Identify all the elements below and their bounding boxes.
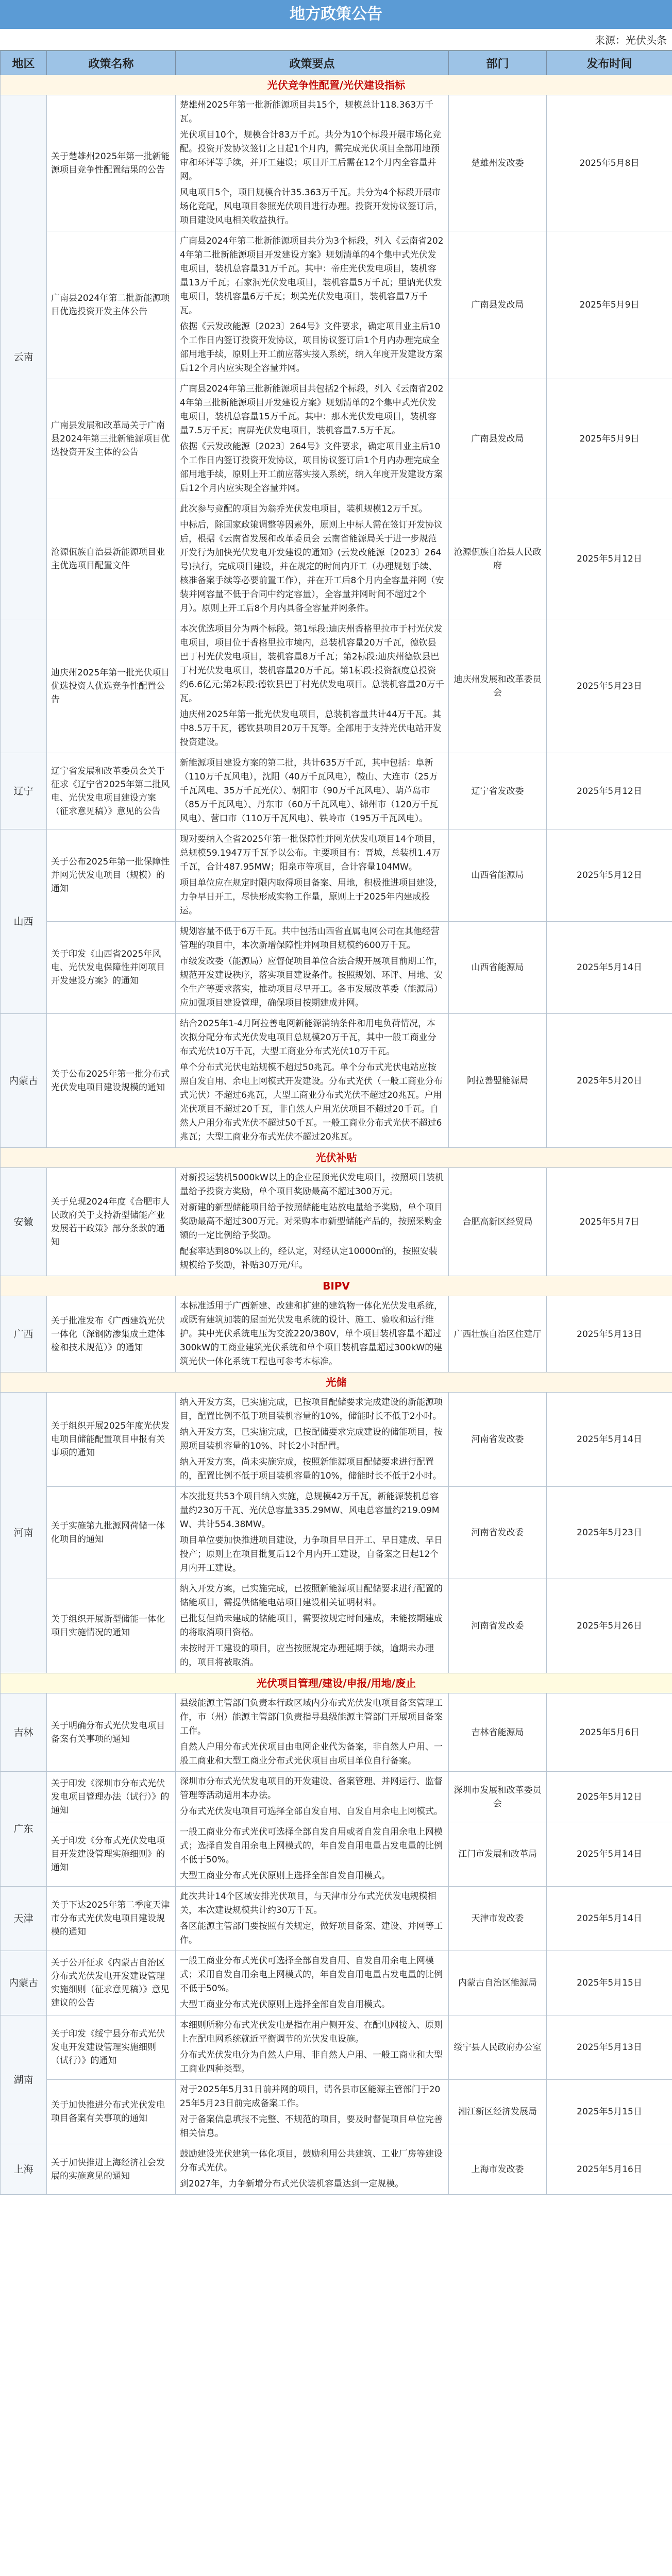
section-row — [1, 1276, 672, 1296]
region-cell: 河南 — [1, 1393, 47, 1673]
policy-points-cell — [176, 829, 449, 922]
policy-points-cell — [176, 231, 449, 379]
source-note: 来源：光伏头条 — [0, 29, 672, 50]
table-row — [1, 1487, 672, 1579]
policy-point: 新能源项目建设方案的第二批，共计635万千瓦，其中包括：阜新（110万千瓦风电），沈阳（40万千瓦风电），鞍山、大连市（25万千瓦风电、35万千瓦光伏）、朝阳市（90万千瓦风电）、葫芦岛市（85万千瓦风电）、丹东市（60万千瓦风电）、锦州市（120万千瓦风电）、营口市（110万千瓦风电）、铁岭市（195万千瓦风电）。 — [180, 758, 438, 824]
publish-date-cell: 2025年5月9日 — [547, 379, 672, 499]
section-row — [1, 75, 672, 95]
department-cell: 山西省能源局 — [449, 829, 547, 922]
table-row — [1, 1393, 672, 1487]
region-cell — [1, 619, 47, 753]
department-cell: 楚雄州发改委 — [449, 95, 547, 231]
policy-point: 光伏项目10个，规模合计83万千瓦。共分为10个标段开展市场化竞配。投资开发协议签订之日起1个月内，需完成光伏项目全部用地预审和环评等手续，并开工建设；项目开工后需在12个月内全容量并网。 — [180, 130, 441, 182]
policy-point: 本细则所称分布式光伏发电是指在用户侧开发、在配电网接入、原则上在配电网系统就近平衡调节的光伏发电设施。 — [180, 2020, 443, 2044]
policy-point: 单个分布式光伏电站规模不超过50兆瓦。单个分布式光伏电站应按照自发自用、余电上网模式开发建设。分布式光伏（一般工商业分布式光伏）不超过6兆瓦，大型工商业分布式光伏不超过20兆瓦。户用光伏项目不超过20千瓦，非自然人户用光伏项目不超过20千瓦。自然人户用分布式光伏不超过50千瓦。一般工商业分布式光伏不超过6兆瓦；大型工商业分布式光伏不超过20兆瓦。 — [180, 1062, 443, 1142]
department-cell: 河南省发改委 — [449, 1487, 547, 1579]
policy-name-cell: 关于楚雄州2025年第一批新能源项目竞争性配置结果的公告 — [47, 95, 176, 231]
section-title: 光伏项目管理/建设/申报/用地/废止 — [1, 1673, 672, 1693]
department-cell: 上海市发改委 — [449, 2144, 547, 2195]
policy-point: 对新投运装机5000kW以上的企业屋顶光伏发电项目，按照项目装机量给予投资方奖励，单个项目奖励最高不超过300万元。 — [180, 1173, 444, 1197]
publish-date-cell: 2025年5月14日 — [547, 1393, 672, 1487]
section-title: 光伏补贴 — [1, 1148, 672, 1168]
policy-point: 配套率达到80%以上的，经认定，对经认定10000㎡的，按照安装规模给予奖励，补贴30万元/年。 — [180, 1246, 438, 1270]
policy-point: 迪庆州2025年第一批光伏发电项目，总装机容量共计44万千瓦。其中8.5万千瓦，德钦县项目20万千瓦等。全部用于支持光伏电站开发投资建设。 — [180, 709, 442, 748]
publish-date-cell: 2025年5月15日 — [547, 2080, 672, 2144]
policy-points-cell — [176, 1014, 449, 1148]
table-row — [1, 1579, 672, 1673]
policy-point: 分布式光伏发电项目可选择全部自发自用、自发自用余电上网模式。 — [180, 1806, 443, 1817]
department-cell: 广南县发改局 — [449, 379, 547, 499]
table-body — [1, 75, 672, 2195]
policy-points-cell — [176, 95, 449, 231]
policy-name-cell: 关于组织开展新型储能一体化项目实施情况的通知 — [47, 1579, 176, 1673]
department-cell: 河南省发改委 — [449, 1393, 547, 1487]
policy-point: 依据《云发改能源〔2023〕264号》文件要求，确定项目业主后10个工作日内签订投资开发协议，项目协议签订后1个月内办理完成全部用地手续，原则上开工前应落实接入系统，纳入年度开发建设方案后12个月内应实现全容量并网。 — [180, 321, 443, 374]
publish-date-cell: 2025年5月13日 — [547, 2015, 672, 2080]
policy-points-cell — [176, 2015, 449, 2080]
section-title: BIPV — [1, 1276, 672, 1296]
policy-point: 中标后，除国家政策调整等因素外，原则上中标人需在签订开发协议后，根据《云南省发展和改革委员会 云南省能源局关于进一步规范开发行为加快光伏发电开发建设的通知》(云发改能源〔2023〕264号)执行，完成项目建设，并在规定的时间内开工（办理规划手续、核准备案手续等必要前置工作），并在开工后8个月内全容量并网（安装并网容量不低于合同中约定容量），全容量并网时间不超过2个月）。原则上开工后8个月内具备全容量并网条件。 — [180, 520, 444, 614]
department-cell: 迪庆州发展和改革委员会 — [449, 619, 547, 753]
policy-point: 结合2025年1-4月阿拉善电网新能源消纳条件和用电负荷情况，本次拟分配分布式光伏发电项目总规模20万千瓦，其中一般工商业分布式光伏10万千瓦，大型工商业分布式光伏10万千瓦。 — [180, 1019, 436, 1057]
department-cell: 广南县发改局 — [449, 231, 547, 379]
publish-date-cell: 2025年5月6日 — [547, 1693, 672, 1772]
table-row — [1, 231, 672, 379]
policy-point: 纳入开发方案，尚未实施完成，按照新能源项目配储要求进行配置的，配置比例不低于项目装机容量的10%，储能时长不低于2小时。 — [180, 1457, 442, 1481]
section-row — [1, 1148, 672, 1168]
region-cell: 安徽 — [1, 1168, 47, 1276]
policy-point: 到2027年，力争新增分布式光伏装机容量达到一定规模。 — [180, 2179, 404, 2189]
publish-date-cell: 2025年5月23日 — [547, 1487, 672, 1579]
publish-date-cell: 2025年5月16日 — [547, 2144, 672, 2195]
section-title: 光伏竞争性配置/光伏建设指标 — [1, 75, 672, 95]
policy-points-cell — [176, 1296, 449, 1372]
table-row — [1, 1772, 672, 1822]
policy-points-cell — [176, 2080, 449, 2144]
policy-name-cell: 辽宁省发展和改革委员会关于征求《辽宁省2025年第二批风电、光伏发电项目建设方案（征求意见稿）》意见的公告 — [47, 753, 176, 829]
region-cell: 吉林 — [1, 1693, 47, 1772]
region-cell: 天津 — [1, 1887, 47, 1951]
policy-point: 深圳市分布式光伏发电项目的开发建设、备案管理、并网运行、监督管理等活动适用本办法。 — [180, 1776, 443, 1801]
section-title: 光储 — [1, 1372, 672, 1393]
policy-points-cell — [176, 1393, 449, 1487]
policy-points-cell — [176, 1822, 449, 1887]
policy-name-cell: 关于公开征求《内蒙古自治区分布式光伏发电开发建设管理实施细则（征求意见稿）》意见建议的公告 — [47, 1951, 176, 2015]
publish-date-cell: 2025年5月14日 — [547, 1887, 672, 1951]
table-row — [1, 2080, 672, 2144]
table-row — [1, 1693, 672, 1772]
publish-date-cell: 2025年5月23日 — [547, 619, 672, 753]
policy-point: 依据《云发改能源〔2023〕264号》文件要求，确定项目业主后10个工作日内签订投资开发协议，项目协议签订后1个月内办理完成全部用地手续，原则上开工前应落实接入系统，纳入年度开发建设方案后12个月内应实现全容量并网。 — [180, 442, 443, 494]
department-cell: 天津市发改委 — [449, 1887, 547, 1951]
publish-date-cell: 2025年5月12日 — [547, 1772, 672, 1822]
department-cell: 山西省能源局 — [449, 922, 547, 1014]
region-cell: 上海 — [1, 2144, 47, 2195]
policy-point: 大型工商业分布式光伏原则上选择全部自发自用模式。 — [180, 1871, 390, 1881]
table-row — [1, 1014, 672, 1148]
policy-points-cell — [176, 1579, 449, 1673]
policy-name-cell: 关于公布2025年第一批分布式光伏发电项目建设规模的通知 — [47, 1014, 176, 1148]
page-title: 地方政策公告 — [0, 0, 672, 29]
policy-point: 一般工商业分布式光伏可选择全部自发自用、自发自用余电上网模式；采用自发自用余电上网模式的，年自发自用电量占发电量的比例不低于50%。 — [180, 1956, 443, 1994]
policy-table — [0, 50, 672, 2195]
table-row — [1, 1168, 672, 1276]
table-row — [1, 379, 672, 499]
department-cell: 江门市发展和改革局 — [449, 1822, 547, 1887]
policy-name-cell: 关于印发《绥宁县分布式光伏发电开发建设管理实施细则（试行）》的通知 — [47, 2015, 176, 2080]
policy-point: 各区能源主管部门要按照有关规定，做好项目备案、建设、并网等工作。 — [180, 1921, 443, 1945]
region-cell: 内蒙古 — [1, 1951, 47, 2015]
publish-date-cell: 2025年5月15日 — [547, 1951, 672, 2015]
region-cell: 广西 — [1, 1296, 47, 1372]
policy-name-cell: 关于加快推进分布式光伏发电项目备案有关事项的通知 — [47, 2080, 176, 2144]
publish-date-cell: 2025年5月8日 — [547, 95, 672, 231]
region-cell: 辽宁 — [1, 753, 47, 829]
policy-points-cell — [176, 753, 449, 829]
policy-point: 对于备案信息填报不完整、不规范的项目，要及时督促项目单位完善相关信息。 — [180, 2114, 443, 2139]
policy-name-cell: 沧源佤族自治县新能源项目业主优选项目配置文件 — [47, 499, 176, 619]
policy-point: 此次共计14个区域安排光伏项目，与天津市分布式光伏发电规模相关，本次建设规模共计约30万千瓦。 — [180, 1891, 436, 1916]
region-cell: 内蒙古 — [1, 1014, 47, 1148]
table-row — [1, 753, 672, 829]
table-row — [1, 1887, 672, 1951]
department-cell: 沧源佤族自治县人民政府 — [449, 499, 547, 619]
policy-points-cell — [176, 922, 449, 1014]
policy-point: 县级能源主管部门负责本行政区域内分布式光伏发电项目备案管理工作，市（州）能源主管部门负责指导县级能源主管部门开展项目备案工作。 — [180, 1698, 443, 1736]
policy-point: 本次优选项目分为两个标段。第1标段:迪庆州香格里拉市于村光伏发电项目，项目位于香格里拉市境内，总装机容量20万千瓦，德钦县巴丁村光伏发电项目，装机容量8万千瓦；第2标段:迪庆州德钦县巴丁村光伏发电项目，装机容量20万千瓦。第1标段:投资额度总投资约6.6亿元;第2标段:德钦县巴丁村光伏发电项目。总装机容量20万千瓦。 — [180, 624, 444, 704]
policy-point: 本标准适用于广西新建、改建和扩建的建筑物一体化光伏发电系统，或既有建筑加装的屋面光伏发电系统的设计、施工、验收和运行维护。其中光伏系统电压为交流220/380V，单个项目装机容量不超过300kW的工商业建筑光伏系统和单个项目装机容量超过300kW的建筑光伏一体化系统工程也可参考本标准。 — [180, 1301, 443, 1367]
policy-point: 分布式光伏发电分为自然人户用、非自然人户用、一般工商业和大型工商业四种类型。 — [180, 2050, 443, 2074]
publish-date-cell: 2025年5月20日 — [547, 1014, 672, 1148]
policy-point: 未按时开工建设的项目，应当按照规定办理延期手续，逾期未办理的，项目将被取消。 — [180, 1643, 434, 1668]
policy-name-cell: 关于批准发布《广西建筑光伏一体化（深钢防渗集成土建体检和技术规范）》的通知 — [47, 1296, 176, 1372]
publish-date-cell: 2025年5月12日 — [547, 829, 672, 922]
policy-name-cell: 关于下达2025年第二季度天津市分布式光伏发电项目建设规模的通知 — [47, 1887, 176, 1951]
policy-point: 本次批复共53个项目纳入实施，总规模42万千瓦，新能源装机总容量约230万千瓦、光伏总容量335.29MW、风电总容量约219.09MW、共计554.38MW。 — [180, 1492, 440, 1530]
policy-point: 现对要纳入全省2025年第一批保障性并网光伏发电项目14个项目，总规模59.1947万千瓦予以公布。主要项目有：晋城，总装机1.4万千瓦，合计487.95MW；阳泉市等项目，合计容量104MW。 — [180, 834, 441, 872]
table-row — [1, 1296, 672, 1372]
policy-point: 规划容量不低于6万千瓦。共中包括山西省直属电网公司在其他经营管理的项目中，本次新增保障性并网项目规模约600万千瓦。 — [180, 926, 440, 951]
region-cell: 广东 — [1, 1772, 47, 1887]
policy-points-cell — [176, 1887, 449, 1951]
department-cell: 内蒙古自治区能源局 — [449, 1951, 547, 2015]
publish-date-cell: 2025年5月9日 — [547, 231, 672, 379]
department-cell: 辽宁省发改委 — [449, 753, 547, 829]
policy-point: 广南县2024年第三批新能源项目共包括2个标段，列入《云南省2024年第三批新能源项目开发建设方案》规划清单的2个集中式光伏发电项目，装机总容量15万千瓦。其中：那木光伏发电项目，装机容量7.5万千瓦；南屏光伏发电项目，装机容量7.5万千瓦。 — [180, 384, 444, 436]
policy-points-cell — [176, 1693, 449, 1772]
policy-name-cell: 关于公布2025年第一批保障性并网光伏发电项目（规模）的通知 — [47, 829, 176, 922]
policy-point: 对新建的新型储能项目给予按照储能电站放电量给予奖励，单个项目奖励最高不超过300万元。对采购本市新型储能产品的，按照采购金额的一定比例给予奖励。 — [180, 1202, 443, 1241]
department-cell: 广西壮族自治区住建厅 — [449, 1296, 547, 1372]
header-points: 政策要点 — [176, 51, 449, 75]
region-cell: 山西 — [1, 829, 47, 1014]
header-date: 发布时间 — [547, 51, 672, 75]
publish-date-cell: 2025年5月12日 — [547, 499, 672, 619]
policy-name-cell: 关于兑现2024年度《合肥市人民政府关于支持新型储能产业发展若干政策》部分条款的通知 — [47, 1168, 176, 1276]
policy-point: 项目单位应在规定时限内取得项目备案、用地，积极推进项目建设，力争早日开工，尽快形成实物工作量，原则上于2025年内建成投运。 — [180, 878, 443, 916]
policy-point: 楚雄州2025年第一批新能源项目共15个，规模总计118.363万千瓦。 — [180, 100, 434, 124]
table-row — [1, 499, 672, 619]
section-row — [1, 1372, 672, 1393]
department-cell: 合肥高新区经贸局 — [449, 1168, 547, 1276]
table-row — [1, 619, 672, 753]
policy-points-cell — [176, 2144, 449, 2195]
policy-point: 已批复但尚未建成的储能项目，需要按规定时间建成，未能按期建成的将取消项目资格。 — [180, 1614, 443, 1638]
publish-date-cell: 2025年5月14日 — [547, 1822, 672, 1887]
policy-points-cell — [176, 499, 449, 619]
policy-point: 对于2025年5月31日前并网的项目，请各县市区能源主管部门于2025年5月23日前完成备案工作。 — [180, 2084, 441, 2109]
policy-name-cell: 关于印发《山西省2025年风电、光伏发电保障性并网项目开发建设方案》的通知 — [47, 922, 176, 1014]
policy-point: 纳入开发方案，已实施完成，已按照新能源项目配储要求进行配置的储能项目，需提供储能电站项目建设相关证明材料。 — [180, 1584, 443, 1608]
policy-point: 鼓励建设光伏建筑一体化项目，鼓励利用公共建筑、工业厂房等建设分布式光伏。 — [180, 2149, 443, 2173]
policy-point: 纳入开发方案，已实施完成，已按项目配储要求完成建设的新能源项目，配置比例不低于项目装机容量的10%，储能时长不低于2小时。 — [180, 1397, 443, 1421]
header-region: 地区 — [1, 51, 47, 75]
policy-points-cell — [176, 1168, 449, 1276]
policy-point: 纳入开发方案，已实施完成，已按配储要求完成建设的储能项目，按照项目装机容量的10%、时长2小时配置。 — [180, 1427, 443, 1451]
policy-points-cell — [176, 1487, 449, 1579]
policy-name-cell: 关于明确分布式光伏发电项目备案有关事项的通知 — [47, 1693, 176, 1772]
region-cell: 云南 — [1, 95, 47, 619]
publish-date-cell: 2025年5月14日 — [547, 922, 672, 1014]
policy-point: 风电项目5个，项目规模合计35.363万千瓦。共分为4个标段开展市场化竞配，风电项目参照光伏项目进行办理。投资开发协议签订后，项目建设风电相关收益执行。 — [180, 188, 443, 226]
header-name: 政策名称 — [47, 51, 176, 75]
policy-name-cell: 关于组织开展2025年度光伏发电项目储能配置项目申报有关事项的通知 — [47, 1393, 176, 1487]
policy-point: 项目单位要加快推进项目建设，力争项目早日开工、早日建成、早日投产；原则上在项目批复后12个月内开工建设，自备案之日起12个月内开工建设。 — [180, 1535, 443, 1573]
header-dept: 部门 — [449, 51, 547, 75]
policy-point: 一般工商业分布式光伏可选择全部自发自用或者自发自用余电上网模式；选择自发自用余电上网模式的，年自发自用电量占发电量的比例不低于50%。 — [180, 1827, 443, 1865]
department-cell: 湘江新区经济发展局 — [449, 2080, 547, 2144]
department-cell: 河南省发改委 — [449, 1579, 547, 1673]
table-row — [1, 922, 672, 1014]
policy-name-cell: 关于加快推进上海经济社会发展的实施意见的通知 — [47, 2144, 176, 2195]
policy-name-cell: 关于实施第九批源网荷储一体化项目的通知 — [47, 1487, 176, 1579]
policy-name-cell: 广南县2024年第二批新能源项目优选投资开发主体公告 — [47, 231, 176, 379]
publish-date-cell: 2025年5月26日 — [547, 1579, 672, 1673]
table-row — [1, 1822, 672, 1887]
table-row — [1, 95, 672, 231]
header-row — [1, 51, 672, 75]
table-row — [1, 2144, 672, 2195]
policy-name-cell: 关于印发《深圳市分布式光伏发电项目管理办法（试行）》的通知 — [47, 1772, 176, 1822]
policy-points-cell — [176, 619, 449, 753]
policy-point: 市级发改委（能源局）应督促项目单位合法合规开展项目前期工作，规范开发建设秩序，落实项目建设条件。按照规划、环评、用地、安全生产等要求落实，推动项目尽早开工。各市发展改革委（能源局）应加强项目建设管理，确保项目按期建成并网。 — [180, 956, 443, 1008]
policy-points-cell — [176, 1772, 449, 1822]
policy-name-cell: 迪庆州2025年第一批光伏项目优选投资人优选竞争性配置公告 — [47, 619, 176, 753]
publish-date-cell: 2025年5月12日 — [547, 753, 672, 829]
publish-date-cell: 2025年5月7日 — [547, 1168, 672, 1276]
policy-points-cell — [176, 1951, 449, 2015]
section-row — [1, 1673, 672, 1693]
policy-name-cell: 广南县发展和改革局关于广南县2024年第三批新能源项目优选投资开发主体的公告 — [47, 379, 176, 499]
department-cell: 吉林省能源局 — [449, 1693, 547, 1772]
department-cell: 深圳市发展和改革委员会 — [449, 1772, 547, 1822]
policy-point: 此次参与竞配的项目为翁乔光伏发电项目，装机规模12万千瓦。 — [180, 504, 428, 514]
publish-date-cell: 2025年5月13日 — [547, 1296, 672, 1372]
region-cell: 湖南 — [1, 2015, 47, 2144]
table-row — [1, 829, 672, 922]
department-cell: 绥宁县人民政府办公室 — [449, 2015, 547, 2080]
policy-point: 广南县2024年第二批新能源项目共分为3个标段，列入《云南省2024年第二批新能源项目开发建设方案》规划清单的4个集中式光伏发电项目，装机总容量31万千瓦。其中：帝庄光伏发电项目，装机容量13万千瓦；石家洞光伏发电项目，装机容量5万千瓦；里讷光伏发电项目，装机容量6万千瓦；坝美光伏发电项目，装机容量7万千瓦。 — [180, 236, 444, 316]
policy-point: 大型工商业分布式光伏原则上选择全部自发自用模式。 — [180, 1999, 390, 2010]
department-cell: 阿拉善盟能源局 — [449, 1014, 547, 1148]
policy-point: 自然人户用分布式光伏项目由电网企业代为备案，非自然人户用、一般工商业和大型工商业分布式光伏项目由项目单位自行备案。 — [180, 1742, 443, 1766]
policy-name-cell: 关于印发《分布式光伏发电项目开发建设管理实施细则》的通知 — [47, 1822, 176, 1887]
policy-points-cell — [176, 379, 449, 499]
table-row — [1, 1951, 672, 2015]
table-row — [1, 2015, 672, 2080]
